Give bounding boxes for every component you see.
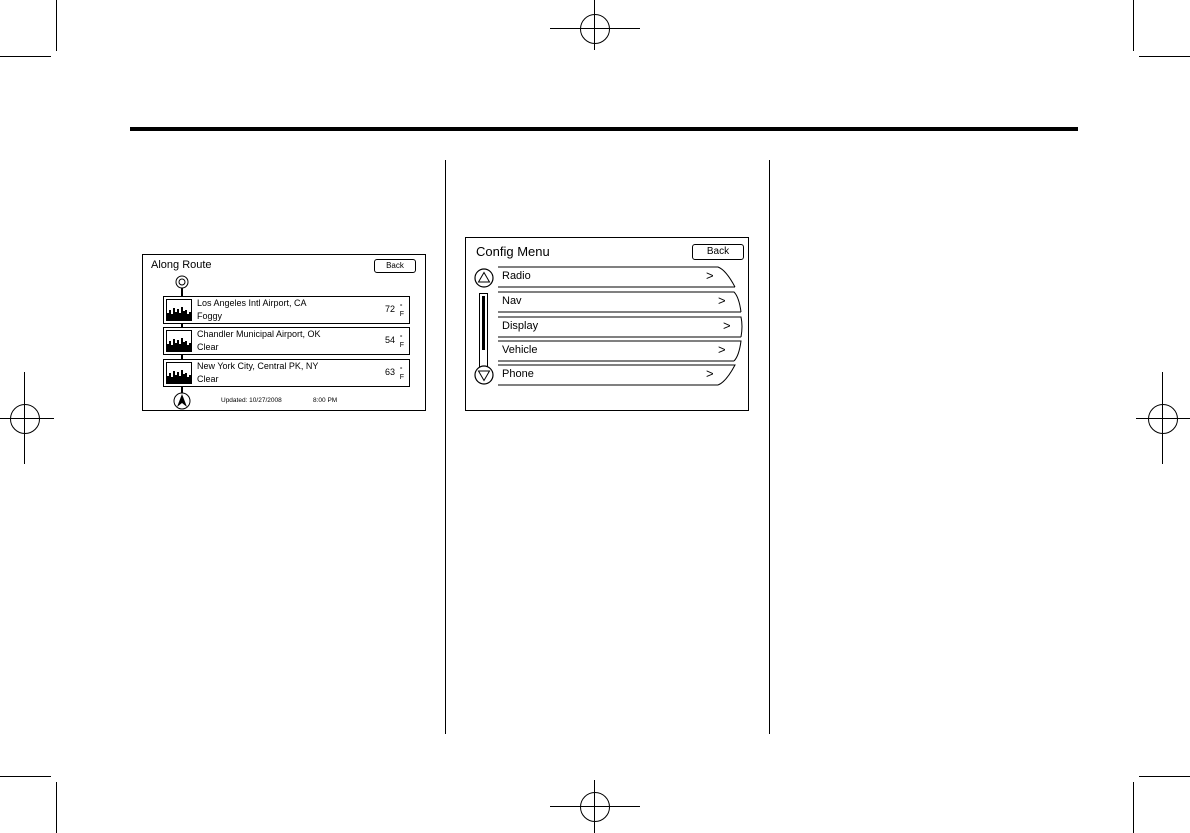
config-menu-screen	[465, 237, 749, 411]
registration-mark-left	[0, 372, 54, 464]
registration-mark-bottom	[550, 780, 640, 833]
registration-mark-top	[550, 0, 640, 60]
header-rule	[130, 127, 1078, 131]
menu-item-display[interactable]	[498, 316, 744, 337]
chevron-right-icon: >	[723, 318, 731, 333]
temperature: 63	[384, 367, 395, 377]
crop-mark	[0, 56, 51, 57]
scrollbar[interactable]	[479, 293, 488, 368]
chevron-right-icon: >	[718, 293, 726, 308]
screen-title: Along Route	[151, 259, 212, 271]
menu-item-radio[interactable]	[498, 266, 736, 287]
column-divider-left	[445, 160, 446, 734]
city-skyline-icon	[166, 362, 192, 384]
city-skyline-icon	[166, 299, 192, 321]
route-entry[interactable]	[163, 359, 410, 387]
chevron-right-icon: >	[706, 268, 714, 283]
fahrenheit-icon: ° F	[399, 335, 404, 349]
location-name: New York City, Central PK, NY	[197, 361, 319, 371]
vehicle-position-icon	[173, 392, 191, 410]
menu-item-label: Nav	[502, 295, 522, 307]
scroll-up-icon[interactable]	[474, 268, 494, 288]
menu-item-label: Vehicle	[502, 344, 538, 356]
route-start-icon	[175, 275, 189, 289]
registration-mark-right	[1136, 372, 1190, 464]
back-button[interactable]: Back	[374, 259, 416, 273]
crop-mark	[1139, 56, 1190, 57]
crop-mark	[56, 782, 57, 833]
weather-condition: Clear	[197, 374, 219, 384]
location-name: Los Angeles Intl Airport, CA	[197, 298, 307, 308]
crop-mark	[1133, 782, 1134, 833]
fahrenheit-icon: ° F	[399, 304, 404, 318]
temperature: 72	[384, 304, 395, 314]
screen-title: Config Menu	[476, 244, 550, 259]
updated-time: 8:00 PM	[313, 397, 338, 404]
weather-condition: Foggy	[197, 311, 223, 321]
weather-condition: Clear	[197, 342, 219, 352]
chevron-right-icon: >	[706, 366, 714, 381]
updated-date: Updated: 10/27/2008	[221, 397, 282, 404]
location-name: Chandler Municipal Airport, OK	[197, 329, 321, 339]
route-entry[interactable]	[163, 327, 410, 355]
along-route-screen	[142, 254, 426, 411]
crop-mark	[1133, 0, 1134, 51]
menu-item-vehicle[interactable]	[498, 340, 742, 361]
menu-item-nav[interactable]	[498, 291, 742, 312]
menu-item-label: Phone	[502, 368, 534, 380]
route-entry[interactable]	[163, 296, 410, 324]
menu-item-label: Display	[502, 320, 539, 332]
chevron-right-icon: >	[718, 342, 726, 357]
fahrenheit-icon: ° F	[399, 367, 404, 381]
menu-item-label: Radio	[502, 270, 531, 282]
city-skyline-icon	[166, 330, 192, 352]
column-divider-right	[769, 160, 770, 734]
back-button[interactable]: Back	[692, 244, 744, 260]
crop-mark	[0, 776, 51, 777]
scrollbar-thumb[interactable]	[482, 296, 485, 350]
menu-item-phone[interactable]	[498, 364, 736, 385]
scroll-down-icon[interactable]	[474, 365, 494, 385]
crop-mark	[1139, 776, 1190, 777]
temperature: 54	[384, 335, 395, 345]
crop-mark	[56, 0, 57, 51]
